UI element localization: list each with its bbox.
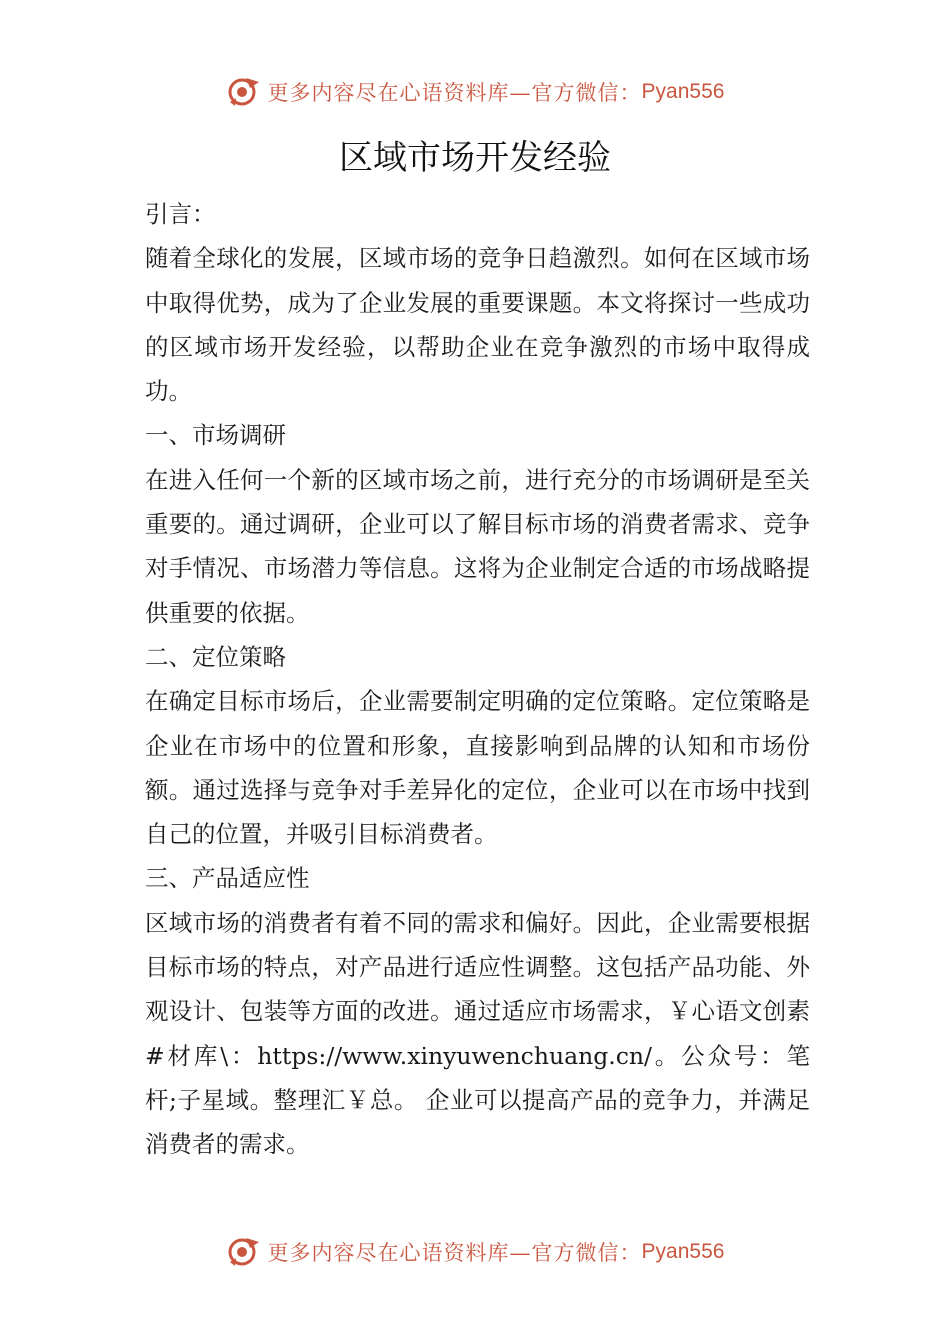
brand-logo-icon bbox=[226, 1234, 262, 1270]
section-2-heading: 二、定位策略 bbox=[145, 642, 286, 671]
header-wechat-id: Pyan556 bbox=[641, 80, 725, 103]
section-3-paragraph-part-a: 区域市场的消费者有着不同的需求和偏好。因此，企业需要根据目标市场的特点，对产品进行适应性调整。这包括产品功能、外观设计、包装等方面的改进。通过适应市场需求， bbox=[145, 908, 810, 1026]
section-1-paragraph: 在进入任何一个新的区域市场之前，进行充分的市场调研是至关重要的。通过调研，企业可以了解目标市场的消费者需求、竞争对手情况、市场潜力等信息。这将为企业制定合适的市场战略提供重要的依据。 bbox=[145, 465, 810, 627]
document-body bbox=[145, 192, 810, 1167]
intro-heading: 引言： bbox=[145, 200, 216, 228]
brand-logo-icon bbox=[226, 74, 262, 110]
footer-wechat-id: Pyan556 bbox=[641, 1240, 725, 1263]
footer-brand-text: 更多内容尽在心语资料库—官方微信： bbox=[267, 1241, 642, 1265]
section-3-heading: 三、产品适应性 bbox=[145, 864, 310, 893]
section-3-paragraph bbox=[145, 901, 810, 1167]
section-1-heading: 一、市场调研 bbox=[145, 421, 286, 450]
document-title: 区域市场开发经验 bbox=[339, 138, 611, 178]
footer-watermark-banner bbox=[0, 1232, 950, 1272]
intro-paragraph: 随着全球化的发展，区域市场的竞争日趋激烈。如何在区域市场中取得优势，成为了企业发展的重要课题。本文将探讨一些成功的区域市场开发经验，以帮助企业在竞争激烈的市场中取得成功。 bbox=[145, 244, 810, 406]
section-3-paragraph-part-b: ￥心语文创素#材库\：https://www.xinyuwenchuang.cn/。公众号：笔杆;子星域。整理汇￥总。 企业可以提高产品的竞争力，并满足消费者的需求。 bbox=[145, 997, 810, 1159]
header-brand-text: 更多内容尽在心语资料库—官方微信： bbox=[267, 81, 642, 105]
section-2-paragraph: 在确定目标市场后，企业需要制定明确的定位策略。定位策略是企业在市场中的位置和形象，直接影响到品牌的认知和市场份额。通过选择与竞争对手差异化的定位，企业可以在市场中找到自己的位置，并吸引目标消费者。 bbox=[145, 687, 810, 849]
header-watermark-banner bbox=[0, 72, 950, 112]
